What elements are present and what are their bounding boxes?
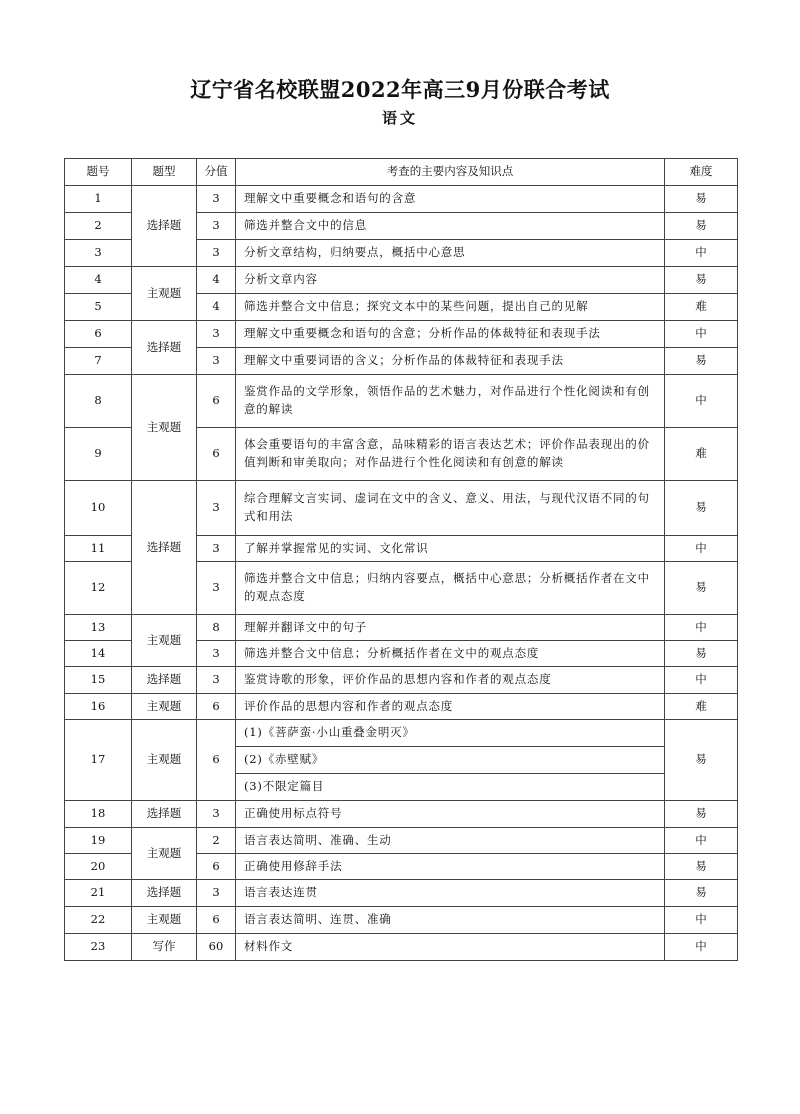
question-score: 3 (197, 240, 236, 267)
question-difficulty: 易 (665, 562, 738, 615)
question-difficulty: 难 (665, 428, 738, 481)
question-number: 22 (65, 907, 132, 934)
question-type: 主观题 (132, 907, 197, 934)
question-content: 理解文中重要词语的含义；分析作品的体裁特征和表现手法 (236, 348, 665, 375)
question-number: 1 (65, 186, 132, 213)
table-row (65, 321, 738, 348)
table-row (65, 186, 738, 213)
question-number: 18 (65, 801, 132, 828)
question-number: 9 (65, 428, 132, 481)
header-number: 题号 (65, 159, 132, 186)
question-number: 7 (65, 348, 132, 375)
question-difficulty: 中 (665, 934, 738, 961)
question-number: 16 (65, 694, 132, 720)
question-score: 3 (197, 801, 236, 828)
question-content: 鉴赏诗歌的形象，评价作品的思想内容和作者的观点态度 (236, 667, 665, 694)
question-subitem: (2)《赤壁赋》 (236, 747, 665, 774)
question-score: 3 (197, 321, 236, 348)
question-type: 选择题 (132, 186, 197, 267)
question-type: 写作 (132, 934, 197, 961)
header-content: 考查的主要内容及知识点 (236, 159, 665, 186)
question-difficulty: 中 (665, 615, 738, 641)
table-row (65, 720, 738, 747)
table-row (65, 907, 738, 934)
question-score: 2 (197, 828, 236, 854)
question-type: 主观题 (132, 615, 197, 667)
question-difficulty: 中 (665, 240, 738, 267)
question-content: 语言表达连贯 (236, 880, 665, 907)
question-number: 10 (65, 481, 132, 536)
table-row (65, 880, 738, 907)
question-score: 4 (197, 294, 236, 321)
question-number: 19 (65, 828, 132, 854)
question-difficulty: 易 (665, 880, 738, 907)
question-score: 3 (197, 481, 236, 536)
question-score: 3 (197, 186, 236, 213)
table-row (65, 615, 738, 641)
question-number: 11 (65, 536, 132, 562)
question-content: 筛选并整合文中的信息 (236, 213, 665, 240)
question-score: 3 (197, 213, 236, 240)
question-number: 5 (65, 294, 132, 321)
question-number: 17 (65, 720, 132, 801)
question-content: 材料作文 (236, 934, 665, 961)
header-difficulty: 难度 (665, 159, 738, 186)
question-score: 3 (197, 562, 236, 615)
question-difficulty: 中 (665, 828, 738, 854)
question-difficulty: 中 (665, 907, 738, 934)
question-type: 主观题 (132, 375, 197, 481)
question-difficulty: 易 (665, 801, 738, 828)
question-score: 6 (197, 428, 236, 481)
question-difficulty: 中 (665, 536, 738, 562)
exam-spec-table (64, 158, 738, 961)
question-content: 体会重要语句的丰富含意，品味精彩的语言表达艺术；评价作品表现出的价值判断和审美取向；对作品进行个性化阅读和有创意的解读 (236, 428, 665, 481)
question-score: 6 (197, 854, 236, 880)
question-score: 3 (197, 348, 236, 375)
question-number: 20 (65, 854, 132, 880)
question-number: 21 (65, 880, 132, 907)
header-type: 题型 (132, 159, 197, 186)
table-row (65, 801, 738, 828)
question-type: 主观题 (132, 828, 197, 880)
question-difficulty: 难 (665, 294, 738, 321)
question-subitem: (1)《菩萨蛮·小山重叠金明灭》 (236, 720, 665, 747)
question-score: 6 (197, 694, 236, 720)
question-type: 主观题 (132, 694, 197, 720)
question-content: 正确使用标点符号 (236, 801, 665, 828)
question-difficulty: 中 (665, 321, 738, 348)
table-row (65, 375, 738, 428)
question-number: 12 (65, 562, 132, 615)
question-number: 14 (65, 641, 132, 667)
table-row (65, 694, 738, 720)
question-content: 综合理解文言实词、虚词在文中的含义、意义、用法，与现代汉语不同的句式和用法 (236, 481, 665, 536)
question-content: 理解并翻译文中的句子 (236, 615, 665, 641)
table-row (65, 828, 738, 854)
question-type: 主观题 (132, 267, 197, 321)
question-content: 理解文中重要概念和语句的含意 (236, 186, 665, 213)
question-content: 分析文章内容 (236, 267, 665, 294)
table-row (65, 934, 738, 961)
table-row (65, 481, 738, 536)
question-content: 筛选并整合文中信息；分析概括作者在文中的观点态度 (236, 641, 665, 667)
question-score: 60 (197, 934, 236, 961)
question-number: 3 (65, 240, 132, 267)
question-difficulty: 易 (665, 186, 738, 213)
question-score: 6 (197, 720, 236, 801)
question-number: 6 (65, 321, 132, 348)
question-number: 4 (65, 267, 132, 294)
question-difficulty: 易 (665, 720, 738, 801)
question-score: 3 (197, 641, 236, 667)
question-score: 8 (197, 615, 236, 641)
question-difficulty: 中 (665, 667, 738, 694)
question-difficulty: 易 (665, 481, 738, 536)
question-number: 23 (65, 934, 132, 961)
question-content: 筛选并整合文中信息；探究文本中的某些问题，提出自己的见解 (236, 294, 665, 321)
question-score: 4 (197, 267, 236, 294)
header-score: 分值 (197, 159, 236, 186)
question-type: 选择题 (132, 667, 197, 694)
table-row (65, 267, 738, 294)
question-difficulty: 中 (665, 375, 738, 428)
question-number: 2 (65, 213, 132, 240)
question-number: 15 (65, 667, 132, 694)
question-difficulty: 易 (665, 854, 738, 880)
question-type: 选择题 (132, 801, 197, 828)
question-number: 13 (65, 615, 132, 641)
question-score: 6 (197, 375, 236, 428)
question-difficulty: 难 (665, 694, 738, 720)
question-subitem: (3)不限定篇目 (236, 774, 665, 801)
question-type: 主观题 (132, 720, 197, 801)
document-title: 辽宁省名校联盟2022年高三9月份联合考试 (190, 77, 610, 102)
question-difficulty: 易 (665, 213, 738, 240)
table-row (65, 667, 738, 694)
question-type: 选择题 (132, 321, 197, 375)
question-difficulty: 易 (665, 267, 738, 294)
question-score: 3 (197, 667, 236, 694)
question-content: 分析文章结构，归纳要点，概括中心意思 (236, 240, 665, 267)
question-score: 6 (197, 907, 236, 934)
question-content: 评价作品的思想内容和作者的观点态度 (236, 694, 665, 720)
question-content: 理解文中重要概念和语句的含意；分析作品的体裁特征和表现手法 (236, 321, 665, 348)
question-number: 8 (65, 375, 132, 428)
question-type: 选择题 (132, 481, 197, 615)
question-type: 选择题 (132, 880, 197, 907)
question-content: 了解并掌握常见的实词、文化常识 (236, 536, 665, 562)
question-score: 3 (197, 880, 236, 907)
question-score: 3 (197, 536, 236, 562)
question-content: 鉴赏作品的文学形象，领悟作品的艺术魅力，对作品进行个性化阅读和有创意的解读 (236, 375, 665, 428)
question-content: 正确使用修辞手法 (236, 854, 665, 880)
question-content: 筛选并整合文中信息；归纳内容要点，概括中心意思；分析概括作者在文中的观点态度 (236, 562, 665, 615)
question-content: 语言表达简明、连贯、准确 (236, 907, 665, 934)
document-subtitle: 语文 (381, 109, 418, 127)
question-difficulty: 易 (665, 641, 738, 667)
question-difficulty: 易 (665, 348, 738, 375)
table-header-row (65, 159, 738, 186)
question-content: 语言表达简明、准确、生动 (236, 828, 665, 854)
